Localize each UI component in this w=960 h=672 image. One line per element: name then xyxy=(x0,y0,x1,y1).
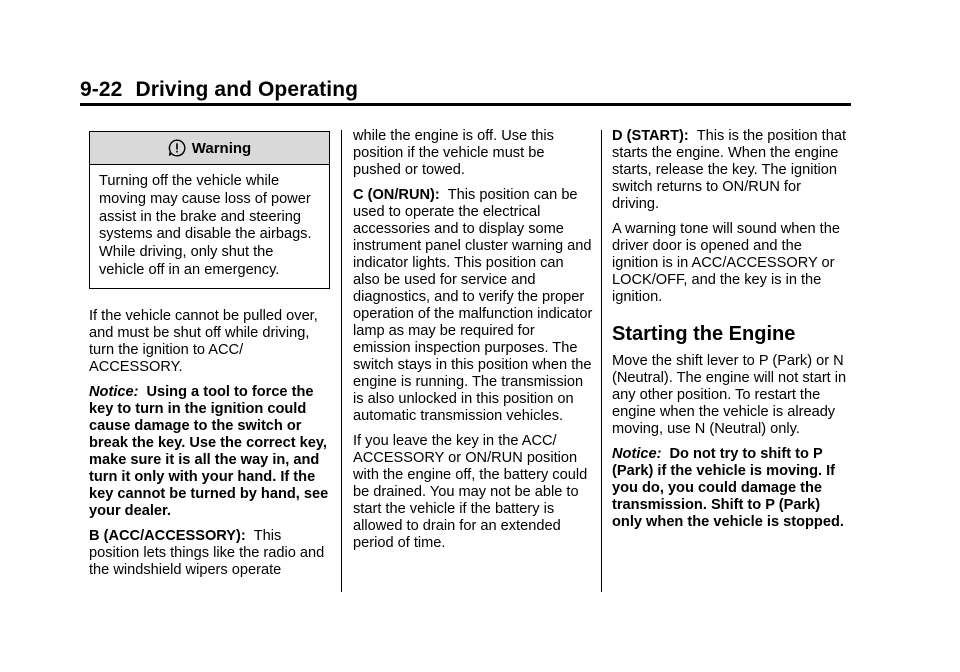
warning-header xyxy=(90,132,329,165)
section-title: Driving and Operating xyxy=(135,78,359,101)
warning-body: Turning off the vehicle while moving may cause loss of power assist in the brake and steering systems and disable the airbags. While driving, only shut the vehicle off in an emergency. xyxy=(99,173,312,278)
position-d-label: D (START): xyxy=(612,128,689,144)
column-3 xyxy=(612,128,852,539)
position-b-text: This position lets things like the radio and the windshield wipers operate xyxy=(89,527,325,578)
paragraph: Move the shift lever to P (Park) or N (Neutral). The engine will not start in any other position. To restart the engine when the vehicle is already moving, use N (Neutral) only. xyxy=(612,353,847,437)
notice-label: Notice: xyxy=(612,446,662,462)
alert-circle-icon xyxy=(168,139,186,157)
column-2 xyxy=(353,128,593,560)
position-d-text: This is the position that starts the engine. When the engine starts, release the key. The ignition switch returns to ON/RUN for driving. xyxy=(612,128,846,212)
column-1 xyxy=(89,131,332,587)
position-b-paragraph xyxy=(89,528,332,579)
position-c-text: This position can be used to operate the electrical accessories and to display some instrument panel cluster warning and indicator lights. This position can also be used for service and diagnostics, and to verify the proper operation of the malfunction indicator lamp as may be required for emission inspection purposes. The switch stays in this position when the engine is running. The transmission is also unlocked in this position on automatic transmission vehicles. xyxy=(353,187,593,424)
notice-paragraph xyxy=(89,384,332,520)
page-header xyxy=(80,78,358,102)
column-divider-1 xyxy=(341,130,342,592)
position-c-paragraph xyxy=(353,187,593,425)
notice-text: Using a tool to force the key to turn in the ignition could cause damage to the switch or break the key. Use the correct key, make sure it is all the way in, and turn it only with your hand. If the key cannot be turned by hand, see your dealer. xyxy=(89,383,329,519)
warning-title: Warning xyxy=(191,139,252,157)
section-heading: Starting the Engine xyxy=(612,323,796,345)
notice-text: Do not try to shift to P (Park) if the vehicle is moving. If you do, you could damage the transmission. Shift to P (Park) only when the vehicle is stopped. xyxy=(612,446,844,530)
header-rule xyxy=(80,103,851,106)
column-divider-2 xyxy=(601,130,602,592)
page-number: 9-22 xyxy=(80,78,123,101)
paragraph: while the engine is off. Use this position if the vehicle must be pushed or towed. xyxy=(353,128,554,178)
notice-paragraph xyxy=(612,446,852,531)
warning-box xyxy=(89,131,330,289)
position-c-label: C (ON/RUN): xyxy=(353,187,440,203)
paragraph: A warning tone will sound when the driver door is opened and the ignition is in ACC/ACCESSORY or LOCK/OFF, and the key is in the ignition. xyxy=(612,221,840,305)
paragraph: If the vehicle cannot be pulled over, and must be shut off while driving, turn the ignition to ACC/ ACCESSORY. xyxy=(89,307,318,375)
notice-label: Notice: xyxy=(89,383,139,400)
position-d-paragraph xyxy=(612,128,852,213)
paragraph: If you leave the key in the ACC/ ACCESSORY or ON/RUN position with the engine off, the battery could be drained. You may not be able to start the vehicle if the battery is allowed to drain for an extended period of time. xyxy=(353,433,588,551)
position-b-label: B (ACC/ACCESSORY): xyxy=(89,527,246,544)
